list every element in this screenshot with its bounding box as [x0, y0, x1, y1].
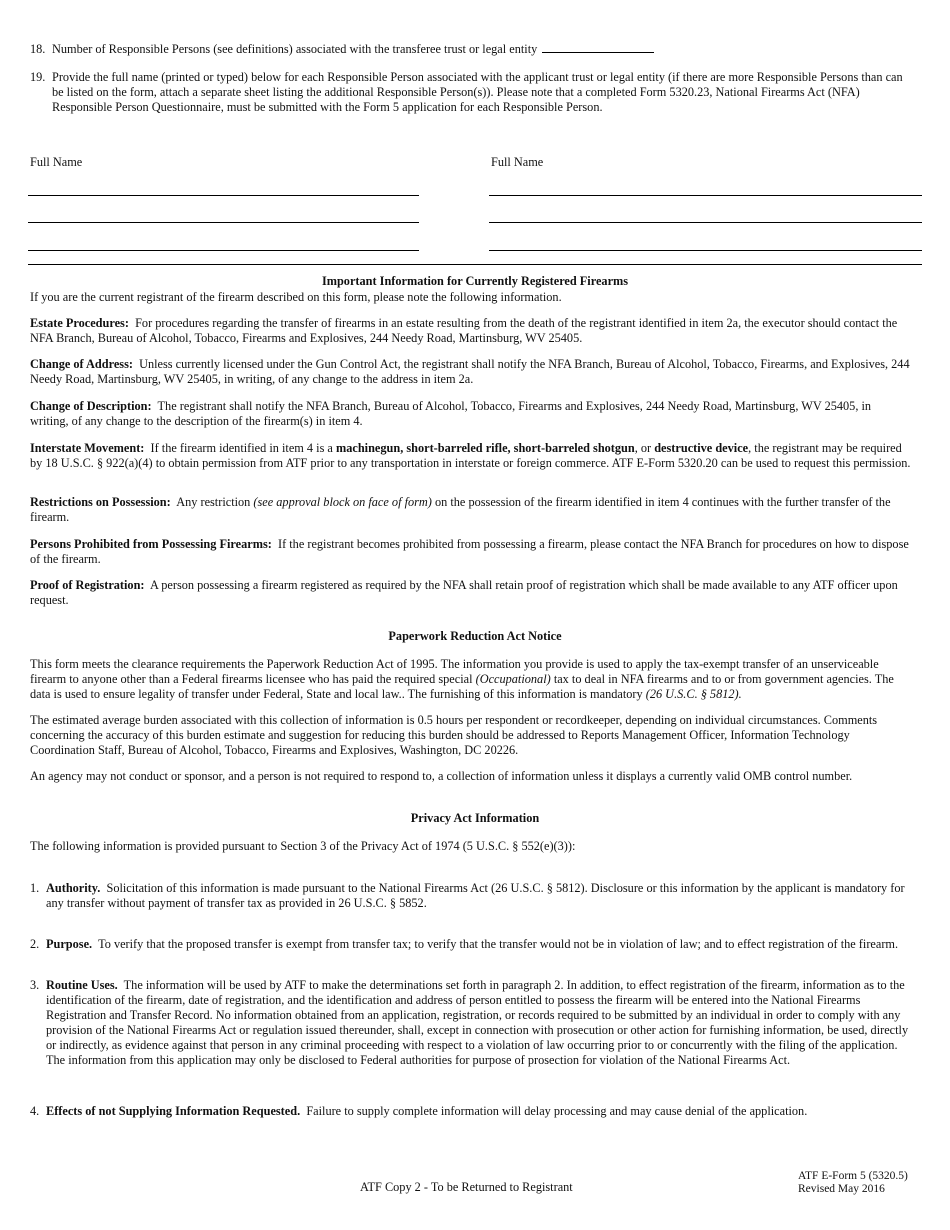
important-info-intro: If you are the current registrant of the firearm described on this form, please note the following information. — [30, 290, 562, 304]
proof-of-registration-text: A person possessing a firearm registered as required by the NFA shall retain proof of registration which shall be made available to any ATF officer upon request. — [30, 578, 898, 607]
privacy-item-2 — [30, 937, 910, 952]
important-info-heading: Important Information for Currently Registered Firearms — [321, 274, 629, 288]
privacy-item-2-text: To verify that the proposed transfer is exempt from transfer tax; to verify that the transfer would not be in violation of law; and to effect registration of the firearm. — [98, 937, 899, 951]
privacy-intro: The following information is provided pursuant to Section 3 of the Privacy Act of 1974 (5 U.S.C. § 552(e)(3)): — [30, 839, 576, 853]
change-of-address-text: Unless currently licensed under the Gun Control Act, the registrant shall notify the NFA Branch, Bureau of Alcohol, Tobacco, Firearms, and Explosives, 244 Needy Road, Martinsburg, WV 25405, in writing, of any change to the address in item 2a. — [30, 357, 910, 386]
full-name-label-left: Full Name — [30, 155, 83, 169]
change-of-description-text: The registrant shall notify the NFA Branch, Bureau of Alcohol, Tobacco, Firearms and Explosives, 244 Needy Road, Martinsburg, WV 25405, in writing, of any change to the description of the firearm(s) in item 4. — [30, 399, 872, 428]
change-of-description-label: Change of Description: — [30, 399, 152, 413]
privacy-item-1-label: Authority. — [46, 881, 101, 895]
full-name-line-right-2[interactable] — [489, 222, 922, 223]
footer-revised: Revised May 2016 — [798, 1183, 885, 1195]
full-name-line-right-3[interactable] — [489, 250, 922, 251]
privacy-item-2-number: 2. — [30, 937, 40, 951]
privacy-item-3-text: The information will be used by ATF to make the determinations set forth in paragraph 2. In addition, to effect registration of the firearm, information as to the identification of the firearm, date of registration, and the identification and address of person entitled to possess the firearm will be entered into the National Firearms Registration and Transfer Record. No information obtained from an application, registration, or records required to be submitted by an individual in order to comply with any provision of the National Firearms Act or regulation issued thereunder, shall, except in connection with prosecution or other action for furnishing information, be used, directly or indirectly, as evidence against that person in any criminal proceeding with respect to a violation of law occurring prior to or concurrently with the filing of the application. The information from this application may only be disclosed to Federal authorities for purpose of prosection for violation of the National Firearms Act. — [46, 978, 909, 1067]
full-name-line-left-3[interactable] — [28, 250, 419, 251]
interstate-movement-text-1: If the firearm identified in item 4 is a — [150, 441, 333, 455]
full-name-line-right-1[interactable] — [489, 195, 922, 196]
full-name-label-right: Full Name — [491, 155, 544, 169]
privacy-item-2-label: Purpose. — [46, 937, 93, 951]
proof-of-registration-label: Proof of Registration: — [30, 578, 145, 592]
interstate-movement-bold-2: destructive device — [654, 441, 749, 455]
item-18-number: 18. — [30, 42, 46, 56]
privacy-item-4-label: Effects of not Supplying Information Requested. — [46, 1104, 301, 1118]
privacy-item-4 — [30, 1104, 910, 1119]
full-name-line-left-2[interactable] — [28, 222, 419, 223]
privacy-item-3-label: Routine Uses. — [46, 978, 118, 992]
privacy-item-1-text: Solicitation of this information is made pursuant to the National Firearms Act (26 U.S.C. § 5812). Disclosure or this information by the applicant is mandatory for any transfer without payment of transfer tax as provided in 26 U.S.C. § 5852. — [46, 881, 905, 910]
restrictions-italic: (see approval block on face of form) — [253, 495, 432, 509]
section-divider — [28, 264, 922, 265]
restrictions-on-possession — [30, 495, 912, 525]
interstate-movement-bold-1: machinegun, short-barreled rifle, short-barreled shotgun — [335, 441, 635, 455]
change-of-description — [30, 399, 912, 429]
change-of-address — [30, 357, 912, 387]
privacy-item-1 — [30, 881, 910, 911]
paperwork-p1-text-2: tax to deal in NFA firearms and to or from government agencies. The data is used to ensure legality of transfer under Federal, State and local law.. The furnishing of this information is mandatory — [30, 672, 894, 701]
interstate-movement-text-2: , or — [634, 441, 652, 455]
full-name-line-left-1[interactable] — [28, 195, 419, 196]
paperwork-paragraph-2: The estimated average burden associated with this collection of information is 0.5 hours per respondent or recordkeeper, depending on individual circumstances. Comments concerning the accuracy of this burden estimate and suggestion for reducing this burden should be addressed to Reports Management Officer, Information Technology Coordination Staff, Bureau of Alcohol, Tobacco, Firearms and Explosives, Washington, DC 20226. — [30, 713, 878, 757]
paperwork-heading: Paperwork Reduction Act Notice — [388, 629, 562, 643]
interstate-movement-text-3: , the registrant may be required by 18 U.S.C. § 922(a)(4) to obtain permission from ATF prior to any transportation in interstate or foreign commerce. ATF E-Form 5320.20 can be used to request this permission. — [30, 441, 911, 470]
estate-procedures-text: For procedures regarding the transfer of firearms in an estate resulting from the death of the registrant identified in item 2a, the executor should contact the NFA Branch, Bureau of Alcohol, Tobacco, Firearms and Explosives, 244 Needy Road, Martinsburg, WV 25405. — [30, 316, 898, 345]
privacy-heading: Privacy Act Information — [410, 811, 540, 825]
estate-procedures — [30, 316, 912, 346]
privacy-item-1-number: 1. — [30, 881, 40, 895]
restrictions-text-1: Any restriction — [176, 495, 251, 509]
interstate-movement — [30, 441, 912, 471]
privacy-item-3-number: 3. — [30, 978, 40, 992]
persons-prohibited — [30, 537, 912, 567]
item-18 — [30, 42, 912, 57]
restrictions-text-2: on the possession of the firearm identified in item 4 continues with the further transfer of the firearm. — [30, 495, 891, 524]
persons-prohibited-label: Persons Prohibited from Possessing Firearms: — [30, 537, 272, 551]
footer-form-info — [798, 1170, 908, 1196]
restrictions-label: Restrictions on Possession: — [30, 495, 171, 509]
paperwork-p1-text-1: This form meets the clearance requirements the Paperwork Reduction Act of 1995. The information you provide is used to apply the tax-exempt transfer of an unserviceable firearm to anyone other than a Federal firearms licensee who has paid the required special — [30, 657, 879, 686]
privacy-item-4-text: Failure to supply complete information will delay processing and may cause denial of the application. — [306, 1104, 808, 1118]
item-19-text: Provide the full name (printed or typed) below for each Responsible Person associated with the applicant trust or legal entity (if there are more Responsible Persons than can be listed on the form, attach a separate sheet listing the additional Responsible Person(s)). Please note that a completed Form 5320.23, National Firearms Act (NFA) Responsible Person Questionnaire, must be submitted with the Form 5 application for each Responsible Person. — [52, 70, 903, 114]
responsible-persons-count-field[interactable] — [542, 42, 654, 53]
estate-procedures-label: Estate Procedures: — [30, 316, 129, 330]
item-19-number: 19. — [30, 70, 46, 84]
item-18-text: Number of Responsible Persons (see definitions) associated with the transferee trust or legal entity — [52, 42, 538, 56]
privacy-item-4-number: 4. — [30, 1104, 40, 1118]
paperwork-paragraph-1 — [30, 657, 912, 702]
paperwork-paragraph-3: An agency may not conduct or sponsor, and a person is not required to respond to, a collection of information unless it displays a currently valid OMB control number. — [30, 769, 853, 783]
privacy-item-3 — [30, 978, 910, 1068]
footer-form-id: ATF E-Form 5 (5320.5) — [798, 1170, 908, 1182]
paperwork-p1-italic-1: (Occupational) — [475, 672, 551, 686]
interstate-movement-label: Interstate Movement: — [30, 441, 145, 455]
footer-copy-notice: ATF Copy 2 - To be Returned to Registrant — [360, 1180, 573, 1194]
persons-prohibited-text: If the registrant becomes prohibited from possessing a firearm, please contact the NFA Branch for procedures on how to dispose of the firearm. — [30, 537, 909, 566]
proof-of-registration — [30, 578, 912, 608]
change-of-address-label: Change of Address: — [30, 357, 133, 371]
paperwork-p1-italic-2: (26 U.S.C. § 5812). — [645, 687, 742, 701]
item-19 — [30, 70, 912, 115]
